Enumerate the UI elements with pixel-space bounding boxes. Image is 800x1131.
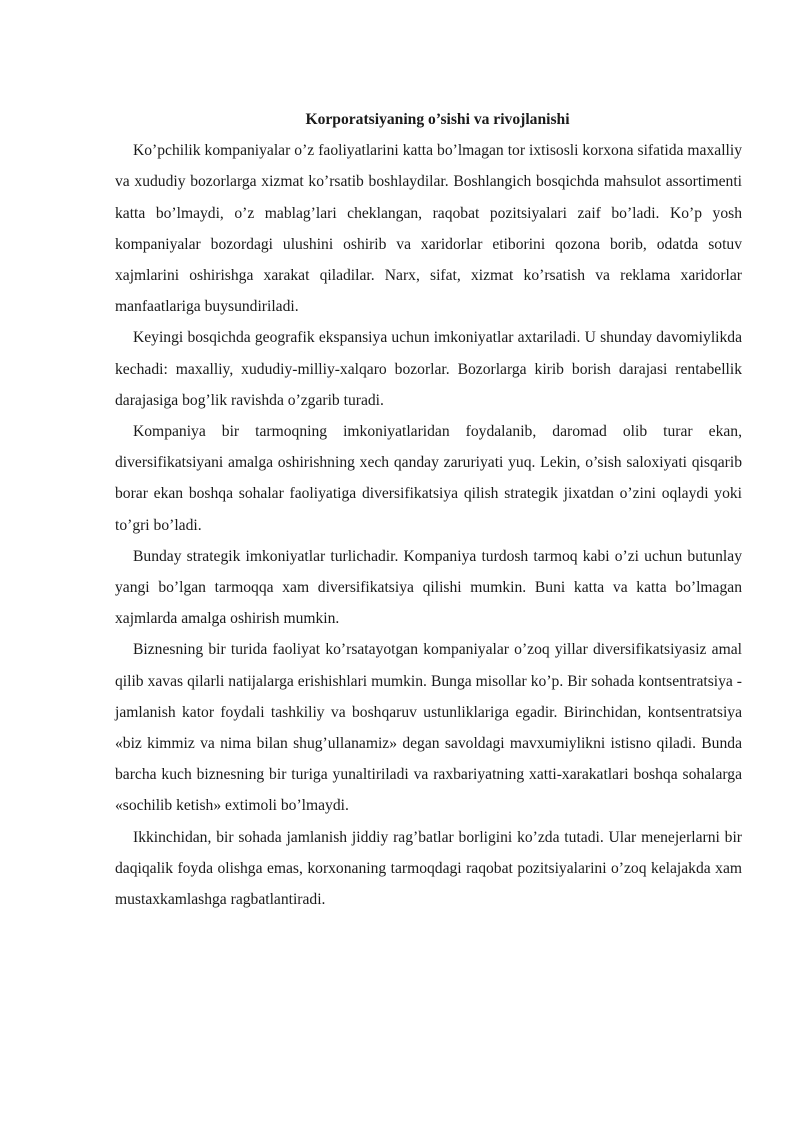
paragraph: Biznesning bir turida faoliyat ko’rsatayotgan kompaniyalar o’zoq yillar diversifikatsiyasiz amal qilib xavas qilarli natijalarga erishishlari mumkin. Bunga misollar ko’p. Bir sohada kontsentratsiya - jamlanish kator foydali tashkiliy va boshqaruv ustunliklariga egadir. Birinchidan, kontsentratsiya «biz kimmiz va nima bilan shug’ullanamiz» degan savoldagi mavxumiylikni istisno qiladi. Bunda barcha kuch biznesning bir turiga yunaltiriladi va raxbariyatning xatti-xarakatlari boshqa sohalarga «sochilib ketish» extimoli bo’lmaydi. bbox=[115, 641, 742, 815]
paragraph: Bunday strategik imkoniyatlar turlichadir. Kompaniya turdosh tarmoq kabi o’zi uchun butunlay yangi bo’lgan tarmoqqa xam diversifikatsiya qilishi mumkin. Buni katta va katta bo’lmagan xajmlarda amalga oshirish mumkin. bbox=[115, 547, 742, 628]
paragraph: Ko’pchilik kompaniyalar o’z faoliyatlarini katta bo’lmagan tor ixtisosli korxona sifatida maxalliy va xududiy bozorlarga xizmat ko’rsatib boshlaydilar. Boshlangich bosqichda mahsulot assortimenti katta bo’lmaydi, o’z mablag’lari cheklangan, raqobat pozitsiyalari zaif bo’ladi. Ko’p yosh kompaniyalar bozordagi ulushini oshirib va xaridorlar etiborini qozona borib, odatda sotuv xajmlarini oshirishga xarakat qiladilar. Narx, sifat, xizmat ko’rsatish va reklama xaridorlar manfaatlariga buysundiriladi. bbox=[115, 142, 742, 316]
document-title: Korporatsiyaning o’sishi va rivojlanishi bbox=[305, 111, 570, 128]
paragraph: Kompaniya bir tarmoqning imkoniyatlaridan foydalanib, daromad olib turar ekan, diversifikatsiyani amalga oshirishning xech qanday zaruriyati yuq. Lekin, o’sish saloxiyati qisqarib borar ekan boshqa sohalar faoliyatiga diversifikatsiya qilish strategik jixatdan o’zini oqlaydi yoki to’gri bo’ladi. bbox=[115, 423, 742, 534]
paragraph: Keyingi bosqichda geografik ekspansiya uchun imkoniyatlar axtariladi. U shunday davomiylikda kechadi: maxalliy, xududiy-milliy-xalqaro bozorlar. Bozorlarga kirib borish darajasi rentabellik darajasiga bog’lik ravishda o’zgarib turadi. bbox=[115, 329, 742, 409]
paragraph: Ikkinchidan, bir sohada jamlanish jiddiy rag’batlar borligini ko’zda tutadi. Ular menejerlarni bir daqiqalik foyda olishga emas, korxonaning tarmoqdagi raqobat pozitsiyalarini o’zoq kelajakda xam mustaxkamlashga ragbatlantiradi. bbox=[115, 828, 742, 909]
document-page bbox=[115, 104, 742, 915]
